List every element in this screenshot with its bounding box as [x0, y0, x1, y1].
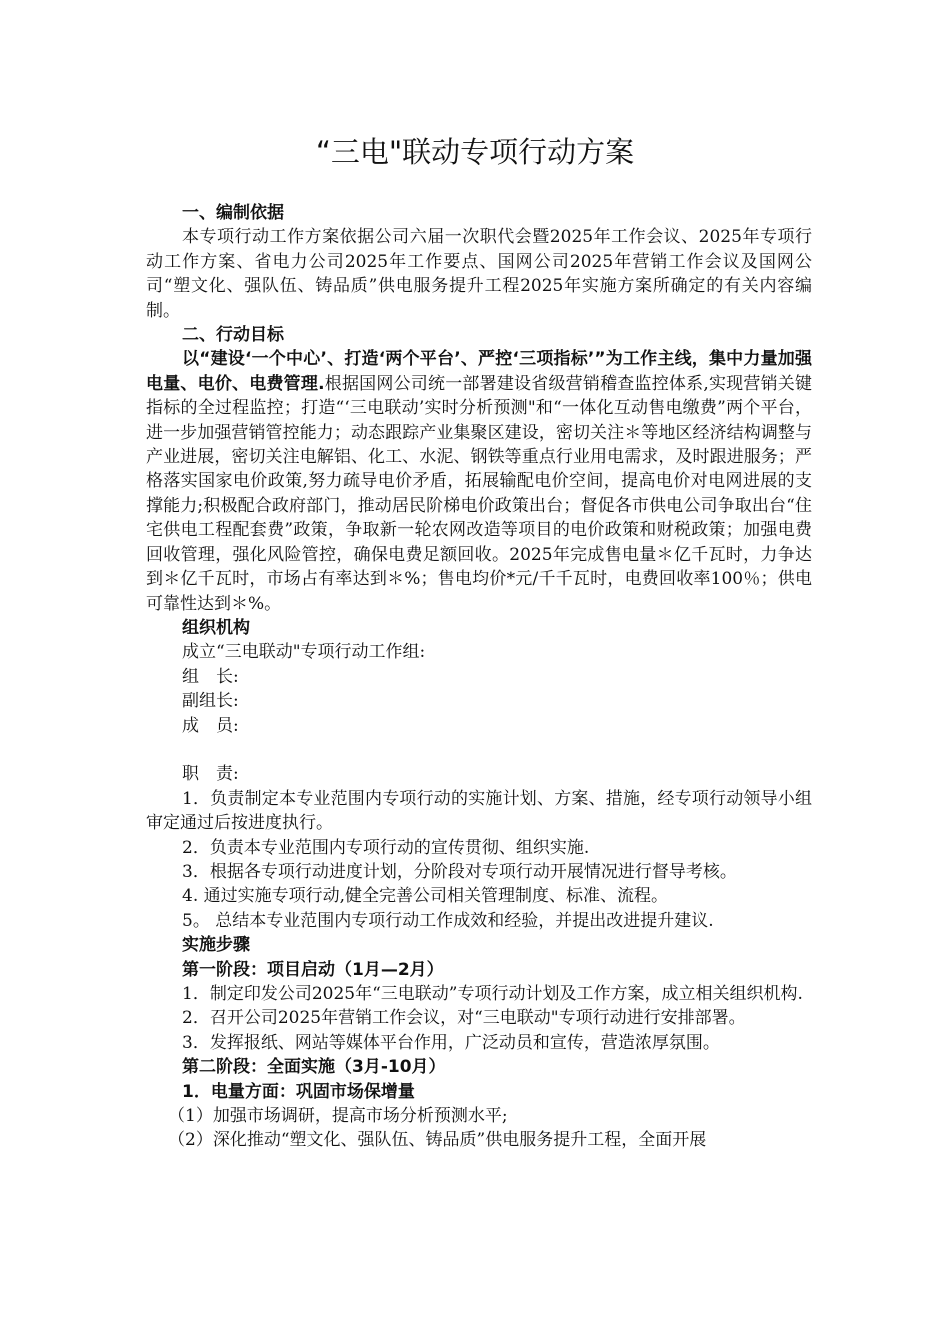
- section-text-goals: [146, 347, 812, 615]
- section-heading-goals: 二、行动目标: [182, 325, 284, 346]
- phase1-item: 1．制定印发公司2025年“三电联动”专项行动计划及工作方案，成立相关组织机构.: [182, 983, 803, 1004]
- phase2-heading: 第二阶段：全面实施（3月-10月）: [182, 1057, 446, 1078]
- duty-item: 1．负责制定本专业范围内专项行动的实施计划、方案、措施，经专项行动领导小组审定通过后按进度执行。: [146, 788, 812, 834]
- duty-item: 4. 通过实施专项行动,健全完善公司相关管理制度、标准、流程。: [182, 886, 669, 907]
- duty-item: 5。 总结本专业范围内专项行动工作成效和经验，并提出改进提升建议.: [182, 910, 714, 931]
- phase1-heading: 第一阶段：项目启动（1月—2月）: [182, 959, 444, 980]
- goals-body-text: 根据国网公司统一部署建设省级营销稽查监控体系,实现营销关键指标的全过程监控；打造“‘三电联动’实时分析预测"和“一体化互动售电缴费”两个平台，进一步加强营销管控能力；动态跟踪产业集聚区建设，密切关注＊等地区经济结构调整与产业进展，密切关注电解铝、化工、水泥、钢铁等重点行业用电需求，及时跟进服务；严格落实国家电价政策,努力疏导电价矛盾，拓展输配电价空间，提高电价对电网进展的支撑能力;积极配合政府部门，推动居民阶梯电价政策出台；督促各市供电公司争取出台“住宅供电工程配套费”政策，争取新一轮农网改造等项目的电价政策和财税政策；加强电费回收管理，强化风险管控，确保电费足额回收。2025年完成售电量＊亿千瓦时，力争达到＊亿千瓦时，市场占有率达到＊%；售电均价*元/千千瓦时，电费回收率100％；供电可靠性达到＊%。: [146, 373, 812, 614]
- blank-line: [146, 738, 812, 762]
- phase1-item: 2．召开公司2025年营销工作会议，对“三电联动"专项行动进行安排部署。: [182, 1008, 746, 1029]
- duty-item: 2．负责本专业范围内专项行动的宣传贯彻、组织实施.: [182, 837, 590, 858]
- org-leader-line: 组 长:: [182, 666, 239, 687]
- phase2-item: （1）加强市场调研，提高市场分析预测水平;: [168, 1106, 508, 1127]
- org-intro: 成立“三电联动"专项行动工作组:: [182, 642, 426, 663]
- org-members-line: 成 员:: [182, 715, 239, 736]
- section-text-basis: 本专项行动工作方案依据公司六届一次职代会暨2025年工作会议、2025年专项行动工作方案、省电力公司2025年工作要点、国网公司2025年营销工作会议及国网公司“塑文化、强队伍、铸品质”供电服务提升工程2025年实施方案所确定的有关内容编制。: [146, 227, 812, 321]
- page-title: “三电"联动专项行动方案: [315, 135, 635, 169]
- section-heading-steps: 实施步骤: [182, 935, 250, 956]
- goals-bold-lead: 以“建设‘一个中心’、打造‘两个平台’、严控‘三项指标’”为工作主线，集中力量加强电量、电价、电费管理.: [146, 349, 812, 394]
- org-deputy-line: 副组长:: [182, 691, 239, 712]
- phase2-sub-heading: 1．电量方面：巩固市场保增量: [182, 1081, 415, 1102]
- org-duties-label: 职 责:: [182, 764, 239, 785]
- phase1-item: 3．发挥报纸、网站等媒体平台作用，广泛动员和宣传，营造浓厚氛围。: [182, 1032, 720, 1053]
- section-heading-org: 组织机构: [182, 617, 250, 638]
- duty-item: 3．根据各专项行动进度计划，分阶段对专项行动开展情况进行督导考核。: [182, 861, 737, 882]
- phase2-item: （2）深化推动“塑文化、强队伍、铸品质”供电服务提升工程，全面开展: [168, 1130, 707, 1151]
- document-body: [146, 201, 812, 1153]
- section-heading-basis: 一、编制依据: [182, 203, 284, 223]
